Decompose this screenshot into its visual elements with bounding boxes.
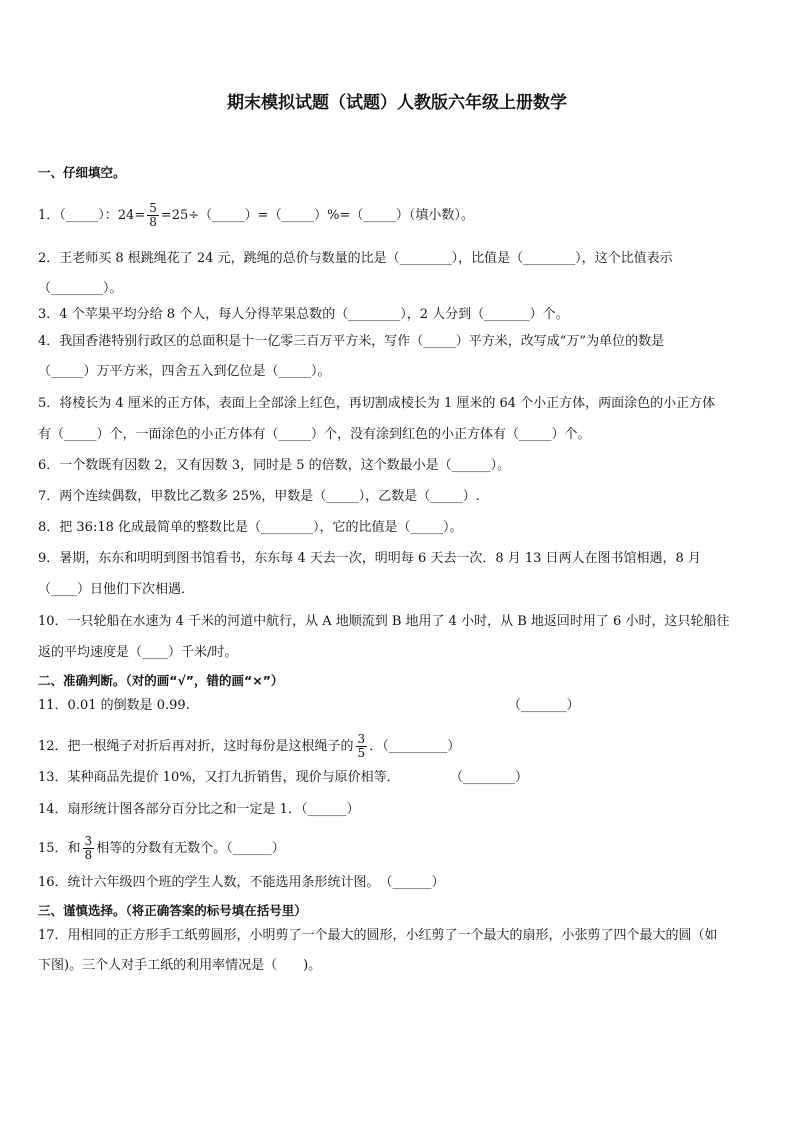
question-9-line-2: （____）日他们下次相遇． — [38, 582, 195, 597]
q15-fraction-numerator: 3 — [84, 834, 93, 848]
question-7: 7．两个连续偶数，甲数比乙数多 25%，甲数是（_____），乙数是（_____）. — [38, 489, 480, 504]
question-13: 13．某种商品先提价 10%，又打九折销售，现价与原价相等． — [38, 770, 400, 785]
question-1 — [38, 202, 474, 229]
question-9-line-1: 9．暑期，东东和明明到图书馆看书，东东每 4 天去一次，明明每 6 天去一次．8 月 13 日两人在图书馆相遇，8 月 — [38, 551, 701, 566]
question-3: 3．4 个苹果平均分给 8 个人，每人分得苹果总数的（________），2 人分到（_______）个。 — [38, 307, 569, 322]
q12-part-a: 12．把一根绳子对折后再对折，这时每份是这根绳子的 — [38, 739, 354, 754]
question-16: 16．统计六年级四个班的学生人数，不能选用条形统计图。 （______） — [38, 875, 445, 890]
section-heading-judge: 二、准确判断。（对的画“√”，错的画“×”） — [38, 673, 284, 688]
question-15 — [38, 835, 285, 862]
q12-fraction-denominator: 5 — [357, 746, 366, 760]
question-11-blank: （_______） — [508, 698, 580, 713]
q15-fraction — [83, 835, 95, 862]
question-2-line-1: 2．王老师买 8 根跳绳花了 24 元，跳绳的总价与数量的比是（________），比值是（________），这个比值表示 — [38, 251, 673, 266]
section-heading-choice: 三、谨慎选择。（将正确答案的标号填在括号里） — [38, 903, 307, 918]
q1-fraction-numerator: 5 — [149, 201, 157, 215]
page-title: 期末模拟试题（试题）人教版六年级上册数学 — [227, 93, 567, 113]
question-2-line-2: （________）。 — [38, 281, 123, 296]
q12-part-b: ．（_________） — [369, 739, 461, 754]
q1-fraction — [147, 202, 159, 229]
q1-fraction-denominator: 8 — [149, 215, 157, 229]
question-6: 6．一个数既有因数 2，又有因数 3，同时是 5 的倍数，这个数最小是（______）。 — [38, 458, 511, 473]
q1-part-a: 1．（_____）：24= — [38, 208, 146, 223]
q15-part-b: 相等的分数有无数个。（______） — [96, 841, 285, 856]
q15-fraction-denominator: 8 — [84, 848, 93, 862]
question-5-line-2: 有（_____）个，一面涂色的小正方体有（_____）个，没有涂到红色的小正方体有（_____）个。 — [38, 427, 591, 442]
question-4-line-2: （_____）万平方米，四舍五入到亿位是（_____）。 — [38, 364, 331, 379]
question-12 — [38, 733, 460, 760]
q1-part-b: =25÷（_____）=（_____）%=（_____）（填小数）。 — [160, 208, 474, 223]
question-17-line-2: 下图)。三个人对手工纸的利用率情况是（ )。 — [38, 958, 322, 973]
question-10-line-2: 返的平均速度是（____）千米/时。 — [38, 645, 238, 660]
question-8: 8．把 36:18 化成最简单的整数比是（________），它的比值是（_____）。 — [38, 520, 463, 535]
question-5-line-1: 5．将棱长为 4 厘米的正方体，表面上全部涂上红色，再切割成棱长为 1 厘米的 64 个小正方体，两面涂色的小正方体 — [38, 396, 716, 411]
question-14: 14．扇形统计图各部分百分比之和一定是 1．（______） — [38, 802, 360, 817]
question-10-line-1: 10．一只轮船在水速为 4 千米的河道中航行，从 A 地顺流到 B 地用了 4 小时，从 B 地返回时用了 6 小时，这只轮船往 — [38, 614, 730, 629]
question-13-blank: （________） — [450, 770, 529, 785]
q15-part-a: 15．和 — [38, 841, 81, 856]
q12-fraction — [356, 733, 368, 760]
q12-fraction-numerator: 3 — [357, 732, 366, 746]
question-17-line-1: 17．用相同的正方形手工纸剪圆形，小明剪了一个最大的圆形，小红剪了一个最大的扇形，小张剪了四个最大的圆（如 — [38, 928, 718, 943]
question-4-line-1: 4．我国香港特别行政区的总面积是十一亿零三百万平方米，写作（_____）平方米，改写成“万”为单位的数是 — [38, 334, 665, 349]
section-heading-fill: 一、仔细填空。 — [38, 165, 126, 180]
question-11: 11．0.01 的倒数是 0.99. — [38, 698, 190, 713]
